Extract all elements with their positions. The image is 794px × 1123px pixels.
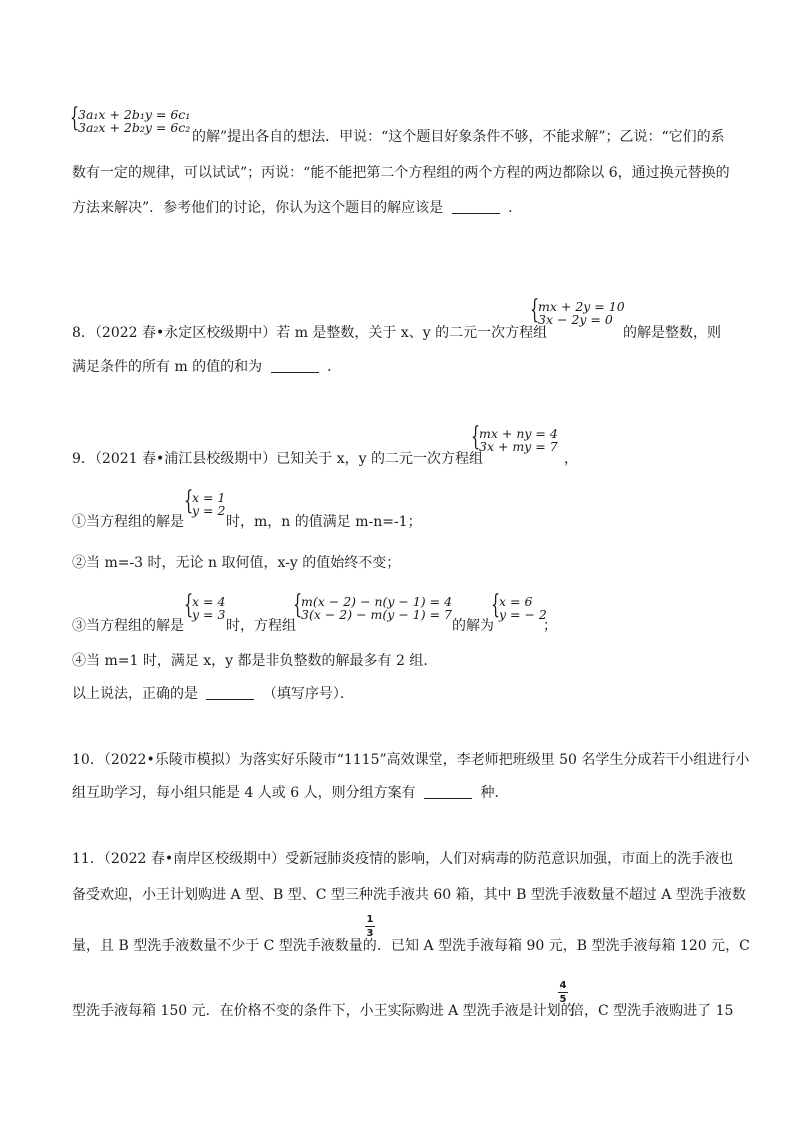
- brace-icon: {: [184, 486, 194, 516]
- answer-blank[interactable]: [271, 358, 319, 373]
- q7-line2: 数有一定的规律，可以试试”；丙说：“能不能把第二个方程组的两个方程的两边都除以 6，通过换元替换的: [72, 165, 730, 181]
- fraction-one-third: 1 3: [366, 914, 374, 939]
- q11-line3: 量，且 B 型洗手液数量不少于 C 型洗手液数量的: [72, 938, 377, 954]
- q7-sys-eq2: 3a₂x + 2b₂y = 6c₂: [78, 120, 191, 135]
- q7-line1: 的解”提出各自的想法．甲说：“这个题目好象条件不够，不能求解”；乙说：“它们的系: [192, 129, 725, 145]
- q9-statement-1: ①当方程组的解是: [72, 514, 184, 530]
- q9-s1-system: { x = 1 y = 2: [184, 486, 226, 518]
- q10-line1: 10．（2022•乐陵市模拟）为落实好乐陵市“1115”高效课堂，李老师把班级里 50 名学生分成若干小组进行小: [72, 752, 750, 768]
- q8-system: [530, 295, 625, 327]
- q8-sys-eq2: 3x − 2y = 0: [538, 312, 613, 327]
- q9-statement-2: ②当 m=-3 时，无论 n 取何值，x-y 的值始终不变；: [72, 555, 401, 571]
- q9-line1-end: ，: [564, 451, 578, 467]
- answer-blank[interactable]: [206, 685, 254, 700]
- q9-s3-system-b: { m(x − 2) − n(y − 1) = 4 3(x − 2) − m(y − 1) = 7: [293, 590, 453, 622]
- q11-line4-end: 倍，C 型洗手液购进了 15: [570, 1003, 734, 1019]
- q9-statement-3-mid: 时，方程组: [226, 618, 296, 634]
- q7-sys-eq1: 3a₁x + 2b₁y = 6c₁: [78, 107, 191, 122]
- q9-statement-3: ③当方程组的解是: [72, 618, 184, 634]
- q9-line1: 9．（2021 春•浦江县校级期中）已知关于 x，y 的二元一次方程组: [72, 451, 483, 467]
- q8-line1: 8．（2022 春•永定区校级期中）若 m 是整数，关于 x、y 的二元一次方程组: [72, 325, 548, 341]
- q7-line3: 方法来解决”．参考他们的讨论，你认为这个题目的解应该是 ．: [72, 200, 523, 216]
- q9-s3-system-c: { x = 6 y = − 2: [491, 590, 547, 622]
- q9-statement-1-end: 时，m，n 的值满足 m-n=-1；: [226, 514, 422, 530]
- q11-line2: 备受欢迎，小王计划购进 A 型、B 型、C 型三种洗手液共 60 箱，其中 B 型洗手液数量不超过 A 型洗手液数: [72, 887, 746, 903]
- brace-icon: {: [491, 590, 501, 620]
- brace-icon: {: [70, 103, 80, 133]
- q9-sys-eq1: mx + ny = 4: [479, 426, 558, 441]
- q8-line2: 满足条件的所有 m 的值的和为 ．: [72, 359, 342, 375]
- q8-line1-end: 的解是整数，则: [623, 325, 721, 341]
- brace-icon: {: [471, 422, 481, 452]
- q9-sys-eq2: 3x + my = 7: [479, 439, 558, 454]
- q7-system: [70, 103, 191, 135]
- brace-icon: {: [184, 590, 194, 620]
- q11-line1: 11．（2022 春•南岸区校级期中）受新冠肺炎疫情的影响，人们对病毒的防范意识加强，市面上的洗手液也: [72, 851, 734, 867]
- answer-blank[interactable]: [424, 784, 472, 799]
- q11-line3-end: ．已知 A 型洗手液每箱 90 元，B 型洗手液每箱 120 元，C: [377, 938, 750, 954]
- q9-s3-system-a: { x = 4 y = 3: [184, 590, 226, 622]
- fraction-four-fifths: 4 5: [559, 980, 567, 1005]
- brace-icon: {: [530, 295, 540, 325]
- q9-system: [471, 422, 558, 454]
- q10-line2: 组互助学习，每小组只能是 4 人或 6 人，则分组方案有 种．: [72, 785, 509, 801]
- q9-statement-4: ④当 m=1 时，满足 x，y 都是非负整数的解最多有 2 组．: [72, 653, 438, 669]
- answer-blank[interactable]: [452, 199, 500, 214]
- q8-sys-eq1: mx + 2y = 10: [538, 299, 625, 314]
- q9-last: 以上说法，正确的是 （填写序号）．: [72, 686, 354, 702]
- brace-icon: {: [293, 590, 303, 620]
- q9-statement-3-end: ；: [543, 618, 557, 634]
- q9-statement-3-mid2: 的解为: [452, 618, 494, 634]
- q11-line4: 型洗手液每箱 150 元．在价格不变的条件下，小王实际购进 A 型洗手液是计划的: [72, 1003, 575, 1019]
